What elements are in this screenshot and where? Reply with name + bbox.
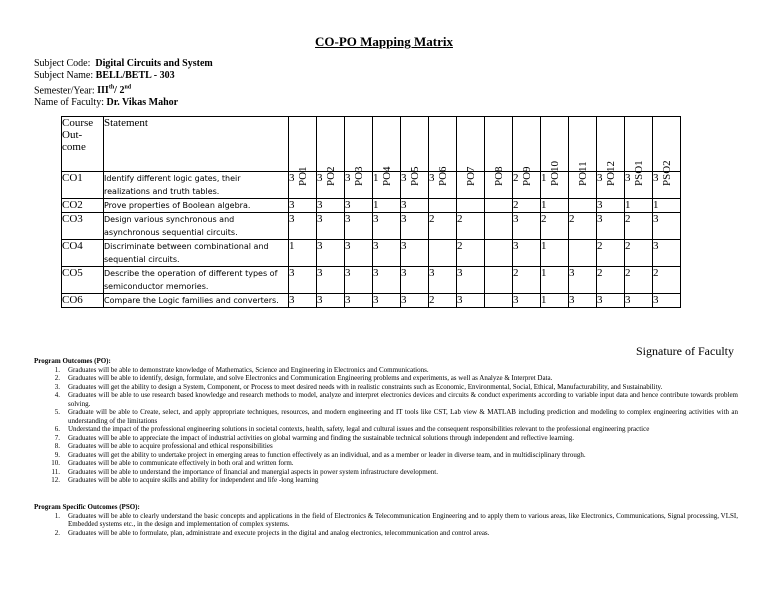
po-header-po12: PO12 [597, 117, 625, 172]
pso-heading: Program Specific Outcomes (PSO): [34, 503, 140, 511]
list-item-number: 3. [54, 382, 60, 391]
mapping-value-cell [485, 240, 513, 267]
list-item [34, 459, 738, 468]
mapping-value-cell: 3 [569, 267, 597, 294]
mapping-value-cell: 3 [429, 267, 457, 294]
mapping-value-cell: 2 [513, 199, 541, 213]
mapping-value-cell: 3 [289, 199, 317, 213]
mapping-value-cell: 3 [569, 294, 597, 308]
subject-code-value: Digital Circuits and System [95, 58, 213, 69]
course-outcome-cell: CO2 [62, 199, 104, 213]
po-header-po7: PO7 [457, 117, 485, 172]
list-item-number: 2. [54, 528, 60, 537]
table-row [62, 267, 681, 294]
faculty-value: Dr. Vikas Mahor [106, 97, 179, 109]
mapping-value-cell: 3 [289, 294, 317, 308]
mapping-value-cell [569, 199, 597, 213]
list-item [34, 434, 738, 443]
list-item [34, 425, 738, 434]
po-list [34, 366, 738, 485]
course-outcome-cell: CO1 [62, 172, 104, 199]
mapping-value-cell [429, 240, 457, 267]
list-item [34, 374, 738, 383]
mapping-value-cell: 3 [345, 240, 373, 267]
list-item-number: 1. [54, 511, 60, 520]
mapping-value-cell [569, 240, 597, 267]
list-item-text: Graduates will be able to understand the importance of financial and manergial aspects in power system infrastructure development. [68, 467, 438, 476]
course-outcome-cell: CO4 [62, 240, 104, 267]
pso-list [34, 512, 738, 538]
statement-cell: Identify different logic gates, their realizations and truth tables. [104, 172, 289, 199]
statement-cell: Design various synchronous and asynchronous sequential circuits. [104, 213, 289, 240]
list-item [34, 451, 738, 460]
mapping-value-cell: 3 [457, 267, 485, 294]
mapping-value-cell: 3 [317, 199, 345, 213]
mapping-value-cell: 3 [317, 213, 345, 240]
list-item-number: 12. [51, 476, 60, 484]
mapping-value-cell [485, 267, 513, 294]
list-item [34, 408, 738, 425]
mapping-value-cell: 2 [513, 267, 541, 294]
mapping-value-cell: 2 [625, 213, 653, 240]
list-item-number: 11. [51, 467, 60, 476]
mapping-value-cell: 3 [625, 172, 653, 199]
list-item [34, 512, 738, 529]
list-item-text: Graduates will be able to identify, design, formulate, and solve Electronics and Communication Engineering problems and experiments, as well as Analyze & Interpret Data. [68, 374, 553, 382]
list-item [34, 442, 738, 451]
list-item [34, 391, 738, 408]
list-item [34, 529, 738, 538]
mapping-value-cell: 3 [653, 294, 681, 308]
statement-cell: Discriminate between combinational and sequential circuits. [104, 240, 289, 267]
po-header-pso2: PSO2 [653, 117, 681, 172]
mapping-value-cell: 1 [373, 172, 401, 199]
list-item-number: 1. [54, 365, 60, 374]
table-row [62, 294, 681, 308]
mapping-value-cell: 3 [653, 172, 681, 199]
list-item-number: 2. [54, 374, 60, 382]
mapping-value-cell: 3 [597, 213, 625, 240]
mapping-value-cell: 3 [401, 294, 429, 308]
list-item-text: Graduates will get the ability to design a System, Component, or Process to meet desired needs with in realistic constraints such as Economic, Environmental, Social, Ethical, Manufacturability, and Sustainability. [68, 382, 663, 391]
course-outcome-cell: CO3 [62, 213, 104, 240]
list-item [34, 366, 738, 375]
mapping-value-cell: 1 [541, 199, 569, 213]
mapping-value-cell: 3 [401, 172, 429, 199]
list-item [34, 468, 738, 477]
list-item-number: 7. [54, 433, 60, 442]
mapping-value-cell: 3 [373, 213, 401, 240]
mapping-value-cell: 3 [401, 240, 429, 267]
mapping-value-cell: 2 [541, 213, 569, 240]
page-title: CO-PO Mapping Matrix [315, 34, 453, 49]
mapping-value-cell [485, 213, 513, 240]
mapping-value-cell [485, 294, 513, 308]
mapping-value-cell: 2 [457, 240, 485, 267]
mapping-value-cell: 3 [513, 213, 541, 240]
table-row [62, 199, 681, 213]
mapping-value-cell: 3 [373, 294, 401, 308]
list-item-text: Understand the impact of the professional engineering solutions in societal contexts, health, safety, legal and cultural issues and the consequent responsibilities relevant to the professional engineering practice [68, 425, 650, 433]
table-row [62, 213, 681, 240]
po-header-po9: PO9 [513, 117, 541, 172]
po-header-po6: PO6 [429, 117, 457, 172]
mapping-value-cell: 3 [345, 199, 373, 213]
mapping-value-cell: 3 [345, 294, 373, 308]
mapping-value-cell: 3 [597, 172, 625, 199]
mapping-value-cell: 3 [317, 267, 345, 294]
list-item [34, 383, 738, 392]
list-item-text: Graduates will be able to acquire professional and ethical responsibilities [68, 442, 273, 450]
mapping-value-cell: 3 [513, 294, 541, 308]
list-item-text: Graduate will be able to Create, select, and apply appropriate techniques, resources, and modern engineering and IT tools like CST, Lab view & MATLAB including prediction and modeling to complex engineering activities with an understanding of the limitations [68, 408, 738, 425]
mapping-value-cell [457, 199, 485, 213]
table-row [62, 240, 681, 267]
mapping-value-cell: 2 [597, 267, 625, 294]
mapping-value-cell: 1 [541, 294, 569, 308]
list-item-text: Graduates will be able to acquire skills and ability for independent and life -long learning [68, 476, 319, 484]
co-po-table [61, 116, 681, 308]
mapping-value-cell [429, 199, 457, 213]
pso-section [34, 503, 738, 537]
po-header-po8: PO8 [485, 117, 513, 172]
mapping-value-cell: 3 [345, 172, 373, 199]
mapping-value-cell: 1 [653, 199, 681, 213]
table-header-row [62, 117, 681, 172]
subject-info [34, 58, 213, 109]
mapping-value-cell: 3 [597, 199, 625, 213]
mapping-value-cell: 3 [317, 294, 345, 308]
subject-code-line: Subject Code: Digital Circuits and System [34, 58, 213, 69]
mapping-value-cell: 3 [345, 213, 373, 240]
list-item-number: 10. [51, 459, 60, 467]
mapping-value-cell: 2 [513, 172, 541, 199]
po-header-po11: PO11 [569, 117, 597, 172]
mapping-value-cell: 3 [625, 294, 653, 308]
course-outcome-cell: CO6 [62, 294, 104, 308]
mapping-value-cell: 3 [457, 294, 485, 308]
list-item-number: 8. [54, 442, 60, 450]
statement-cell: Prove properties of Boolean algebra. [104, 199, 289, 213]
course-outcome-cell: CO5 [62, 267, 104, 294]
mapping-value-cell: 2 [597, 240, 625, 267]
mapping-value-cell: 3 [597, 294, 625, 308]
mapping-value-cell: 3 [345, 267, 373, 294]
mapping-value-cell: 3 [513, 240, 541, 267]
mapping-value-cell [485, 199, 513, 213]
mapping-value-cell: 3 [373, 267, 401, 294]
list-item-text: Graduates will get the ability to undertake project in emerging areas to function effectively as an individual, and as a member or leader in diverse team, and in multidisciplinary through. [68, 450, 586, 459]
statement-cell: Compare the Logic families and converters. [104, 294, 289, 308]
mapping-value-cell: 3 [429, 172, 457, 199]
mapping-value-cell: 3 [289, 213, 317, 240]
mapping-value-cell: 1 [541, 267, 569, 294]
course-outcome-header: Course Out- come [62, 117, 104, 172]
mapping-value-cell: 3 [653, 240, 681, 267]
po-header-po10: PO10 [541, 117, 569, 172]
mapping-value-cell: 1 [289, 240, 317, 267]
list-item-number: 6. [54, 425, 60, 433]
po-heading: Program Outcomes (PO): [34, 357, 111, 365]
semester-line: Semester/Year: IIIth/ 2nd [34, 85, 132, 97]
list-item-number: 4. [54, 391, 60, 399]
mapping-value-cell: 1 [625, 199, 653, 213]
mapping-value-cell: 2 [429, 294, 457, 308]
mapping-value-cell: 2 [625, 240, 653, 267]
mapping-value-cell: 3 [653, 213, 681, 240]
statement-header: Statement [104, 117, 289, 172]
mapping-value-cell: 2 [653, 267, 681, 294]
list-item-text: Graduates will be able to communicate effectively in both oral and written form. [68, 459, 294, 467]
mapping-value-cell: 2 [429, 213, 457, 240]
mapping-value-cell: 3 [401, 199, 429, 213]
po-header-pso1: PSO1 [625, 117, 653, 172]
semester-value: IIIth/ 2nd [97, 85, 132, 97]
mapping-value-cell: 3 [289, 267, 317, 294]
po-header-po3: PO3 [345, 117, 373, 172]
faculty-line: Name of Faculty: Dr. Vikas Mahor [34, 97, 179, 109]
list-item-text: Graduates will be able to demonstrate knowledge of Mathematics, Science and Engineering in Electronics and Communications. [68, 365, 429, 374]
list-item-text: Graduates will be able to formulate, plan, administrate and execute projects in the digital and analog electronics, telecommunication and control areas. [68, 528, 490, 537]
subject-name-value: BELL/BETL - 303 [95, 70, 175, 81]
list-item [34, 476, 738, 485]
mapping-value-cell: 3 [401, 267, 429, 294]
po-header-po1: PO1 [289, 117, 317, 172]
list-item-text: Graduates will be able to use research based knowledge and research methods to model, analyze and interpret electronics devices and circuits & conduct experiments according to variable input data and hence contribute towards problem solving. [68, 391, 738, 408]
list-item-text: Graduates will be able to appreciate the impact of industrial activities on global warming and finding the sustainable technical solutions through independent and reflective learning. [68, 433, 574, 442]
list-item-number: 5. [54, 408, 60, 416]
po-header-po5: PO5 [401, 117, 429, 172]
signature-label: Signature of Faculty [636, 344, 734, 358]
po-header-po2: PO2 [317, 117, 345, 172]
mapping-value-cell: 2 [569, 213, 597, 240]
mapping-value-cell: 2 [625, 267, 653, 294]
program-outcomes-section [34, 357, 738, 485]
mapping-value-cell: 1 [541, 240, 569, 267]
list-item-text: Graduates will be able to clearly understand the basic concepts and applications in the field of Electronics & Telecommunication Engineering and to apply them to various areas, like Electronics, Communications, Signal processing, VLSI, Embedded systems etc., in the design and implementation of complex systems. [68, 511, 738, 528]
mapping-value-cell: 3 [317, 172, 345, 199]
mapping-value-cell: 3 [401, 213, 429, 240]
mapping-value-cell: 1 [541, 172, 569, 199]
po-header-po4: PO4 [373, 117, 401, 172]
mapping-value-cell: 3 [317, 240, 345, 267]
subject-name-line: Subject Name: BELL/BETL - 303 [34, 70, 175, 81]
mapping-value-cell: 1 [373, 199, 401, 213]
list-item-number: 9. [54, 450, 60, 459]
mapping-value-cell: 3 [289, 172, 317, 199]
mapping-value-cell: 2 [457, 213, 485, 240]
statement-cell: Describe the operation of different types of semiconductor memories. [104, 267, 289, 294]
mapping-value-cell: 3 [373, 240, 401, 267]
